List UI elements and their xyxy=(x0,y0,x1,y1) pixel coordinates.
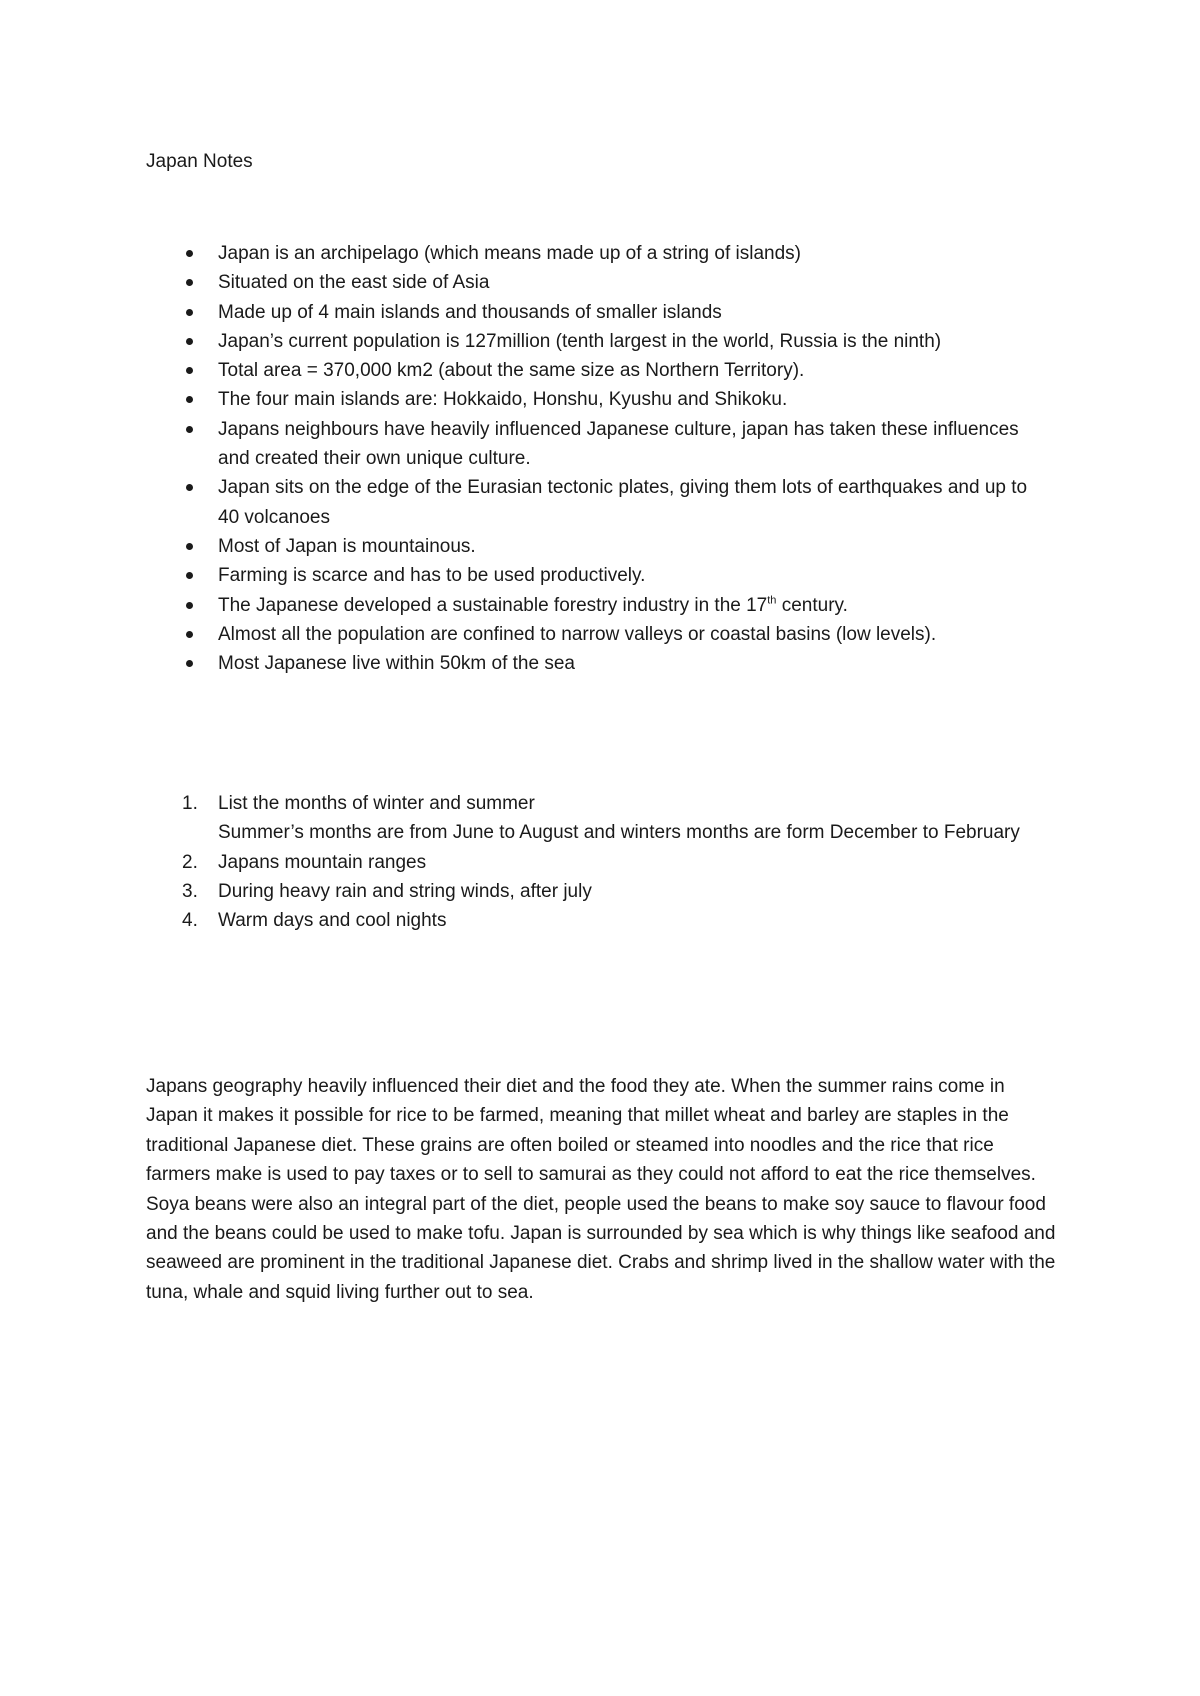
bullet-icon xyxy=(186,602,193,609)
numbered-item xyxy=(146,789,1046,848)
bullet-icon xyxy=(186,279,193,286)
item-text: Warm days and cool nights xyxy=(218,910,447,932)
bullet-text: The four main islands are: Hokkaido, Honshu, Kyushu and Shikoku. xyxy=(218,389,788,411)
bullet-icon xyxy=(186,338,193,345)
item-text: Japans mountain ranges xyxy=(218,851,427,873)
item-number: 3. xyxy=(182,880,198,902)
item-text: During heavy rain and string winds, after july xyxy=(218,880,592,902)
bullet-text: Made up of 4 main islands and thousands of smaller islands xyxy=(218,301,722,323)
bullet-icon xyxy=(186,367,193,374)
numbered-item xyxy=(146,906,1046,935)
bullet-item xyxy=(146,356,1046,385)
bullet-icon xyxy=(186,484,193,491)
bullet-item xyxy=(146,385,1046,414)
facts-bullet-list xyxy=(146,239,1046,678)
numbered-item xyxy=(146,848,1046,877)
questions-numbered-list xyxy=(146,789,1046,935)
bullet-icon xyxy=(186,543,193,550)
bullet-item xyxy=(146,239,1046,268)
bullet-icon xyxy=(186,572,193,579)
bullet-item xyxy=(146,327,1046,356)
item-number: 2. xyxy=(182,851,198,873)
bullet-text: Japan is an archipelago (which means made up of a string of islands) xyxy=(218,243,801,264)
bullet-icon xyxy=(186,660,193,667)
bullet-text: Total area = 370,000 km2 (about the same size as Northern Territory). xyxy=(218,360,805,382)
item-text: List the months of winter and summer xyxy=(218,793,535,814)
bullet-text: Japan sits on the edge of the Eurasian tectonic plates, giving them lots of earthquakes and up to 40 volcanoes xyxy=(218,477,1028,528)
bullet-item xyxy=(146,415,1046,474)
diet-paragraph: Japans geography heavily influenced their diet and the food they ate. When the summer rains come in Japan it makes it possible for rice to be farmed, meaning that millet wheat and barley are staples in the traditional Japanese diet. These grains are often boiled or steamed into noodles and the rice that rice farmers make is used to pay taxes or to sell to samurai as they could not afford to eat the rice themselves. Soya beans were also an integral part of the diet, people used the beans to make soy sauce to flavour food and the beans could be used to make tofu. Japan is surrounded by sea which is why things like seafood and seaweed are prominent in the traditional Japanese diet. Crabs and shrimp lived in the shallow water with the tuna, whale and squid living further out to sea. xyxy=(146,1076,1056,1303)
bullet-icon xyxy=(186,250,193,257)
item-answer: Summer’s months are from June to August and winters months are form December to February xyxy=(218,822,1020,844)
bullet-icon xyxy=(186,426,193,433)
bullet-item xyxy=(146,298,1046,327)
bullet-item xyxy=(146,532,1046,561)
bullet-item xyxy=(146,268,1046,297)
bullet-text: Most of Japan is mountainous. xyxy=(218,535,476,557)
bullet-text-end: century. xyxy=(776,594,848,616)
bullet-item xyxy=(146,561,1046,590)
bullet-text: Most Japanese live within 50km of the sea xyxy=(218,653,575,675)
bullet-icon xyxy=(186,309,193,316)
bullet-text: Almost all the population are confined to narrow valleys or coastal basins (low levels). xyxy=(218,623,937,645)
item-number: 1. xyxy=(182,793,198,814)
document-title: Japan Notes xyxy=(146,151,253,172)
bullet-item xyxy=(146,620,1046,649)
item-number: 4. xyxy=(182,910,198,932)
bullet-text: Japan’s current population is 127million (tenth largest in the world, Russia is the ninth) xyxy=(218,330,942,352)
bullet-item xyxy=(146,649,1046,678)
bullet-item xyxy=(146,473,1046,532)
bullet-icon xyxy=(186,631,193,638)
bullet-text: Farming is scarce and has to be used productively. xyxy=(218,565,646,587)
numbered-item xyxy=(146,877,1046,906)
bullet-text: Situated on the east side of Asia xyxy=(218,272,490,294)
bullet-icon xyxy=(186,396,193,403)
bullet-item xyxy=(146,591,1046,620)
bullet-text: The Japanese developed a sustainable forestry industry in the 17 xyxy=(218,594,768,616)
superscript-ordinal: th xyxy=(767,594,777,607)
bullet-text: Japans neighbours have heavily influenced Japanese culture, japan has taken these influences and created their own unique culture. xyxy=(218,418,1019,470)
